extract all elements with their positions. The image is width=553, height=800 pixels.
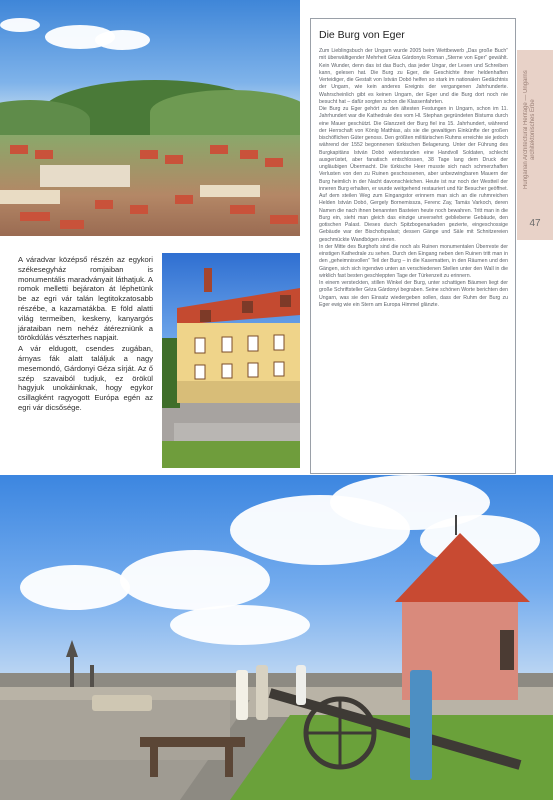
castle-scene (0, 475, 553, 800)
castle-panorama-photo (0, 475, 553, 800)
page-number: 47 (529, 218, 541, 229)
box-paragraph: Die Burg zu Eger gehört zu den ältesten Festungen in Ungarn, schon im 11. Jahrhundert war die Kathedrale des vom Hl. Stephan gegründeten Bistums durch eine Mauer geschützt. Die Glanzzeit der Burg fiel ins 15. Jahrhundert, während der Herrschaft von König Matthias, als sie die gewaltigen Einkünfte der großen bischöflichen Güter genoss. Den größten militärischen Ruhms erreichte sie jedoch während der 1552 begonnenen türkischen Belagerung. Unter der Führung des Burgkapitäns István Dobó widerstanden eine Handvoll Soldaten, schlecht ausgerüstet, aber fanatisch entschlossen, 38 Tage lang dem Druck der ungläubigen Übermacht. Die türkische Heer musste sich nach schmerzhaften Verlusten von den zu Ruinen geschossenen, aber unbezwingbaren Mauern der Burg heimlich in der Nacht davonschleichen. Heute ist nur noch der Westteil der inneren Burg erhalten, er wurde weitgehend restauriert und für Besucher geöffnet. Auf dem steilen Weg zum Eingangstor erinnern man sich an die ruhmreichen Helden István Dobó, Gergely Bornemissza, Ferenc Zay, Tamás Varkoch, deren Namen die nach ihnen benannten Basteien heute noch bewahren. Tritt man in die Burg ein, sieht man gleich das einzige unversehrt gebliebene Gebäude, den gotischen Palast. Dieses durch Spitzbogenarkaden gezierte, eingeschossige Gebäude war der Bischofspalast; dessen Gänge und Säle mit Schnitzereien geschmückte Wandbögen zieren. (319, 106, 508, 243)
hu-paragraph: A váradvar középső részén az egykori székesegyház romjaiban is monumentális maradványait láthatjuk. A romok melletti bejáraton át léphetünk be az egri vár talán legtitokzatosabb részébe, a kazamatákba. E föld alatti világ termeiben, keskeny, kanyargós járataiban nem nehéz átérezniünk a törökdúlás vészterhes napjait. (18, 255, 153, 343)
hu-paragraph: A vár eldugott, csendes zugában, árnyas fák alatt találjuk a nagy mesemondó, Gárdonyi Géza sírját. Az ő szép szavaiból tudjuk, ez örökül hagyjuk unokáinknak, hogy egykor csillagként ragyogott Európa egén az egri vár dicsősége. (18, 344, 153, 412)
box-paragraph: In der Mitte des Burghofs sind die noch als Ruinen monumentalen Überreste der einstigen Kathedrale zu sehen. Durch den Eingang neben den Ruinen tritt man in den „geheimnisvollen” Teil der Burg – in die Kasematten, in den Räumen und den Gängen, sich sich irgendwo unten an verschiedenen Stellen unter den Wall in die wirklich fast besten geschleppten Tage der Türkenzeit zu erinnern. (319, 243, 508, 279)
side-caption: Hungarian Architectural Heritage — Ungarns architektonisches Erbe (523, 70, 536, 190)
box-paragraph: In einem versteckten, stillen Winkel der Burg, unter schattigen Bäumen liegt der große Schriftsteller Géza Gárdonyi begraben. Seine schönen Worte berichten den Ungarn, was sie den Einsatz wiedergeben sollen, dass der Ruhm der Burg zu Eger ewig wie ein Stern am Europa Himmel glänzte. (319, 280, 508, 308)
box-paragraph: Zum Lieblingsbuch der Ungarn wurde 2005 beim Wettbewerb „Das große Buch” mit überwältigender Mehrheit Géza Gárdonyis Roman „Sterne von Eger” gewählt. Kein Wunder, denn das ist das Buch, das jeder Ungar, der Lesen und Schreiben kann, gelesen hat. Die Burg zu Eger, die Geschichte ihrer heldenhaften Verteidiger, die Gestalt von István Dobó helfen so stark im nationalen Gedächtnis der Ungarn, wie kein anderes Ereignis der vergangenen Jahrhunderte. Wahrscheinlich gibt es keinen Ungarn, der Eger und die Burg dort noch nie besucht hat – dafür sorgten schon die Klassenfahrten. (319, 48, 508, 105)
town-panorama-photo (0, 0, 300, 236)
yellow-house-photo (162, 253, 300, 468)
house-illustration (162, 253, 300, 468)
box-body (319, 48, 508, 309)
german-text-box (310, 18, 516, 474)
box-title: Die Burg von Eger (319, 29, 405, 41)
hungarian-text-column (18, 255, 153, 414)
